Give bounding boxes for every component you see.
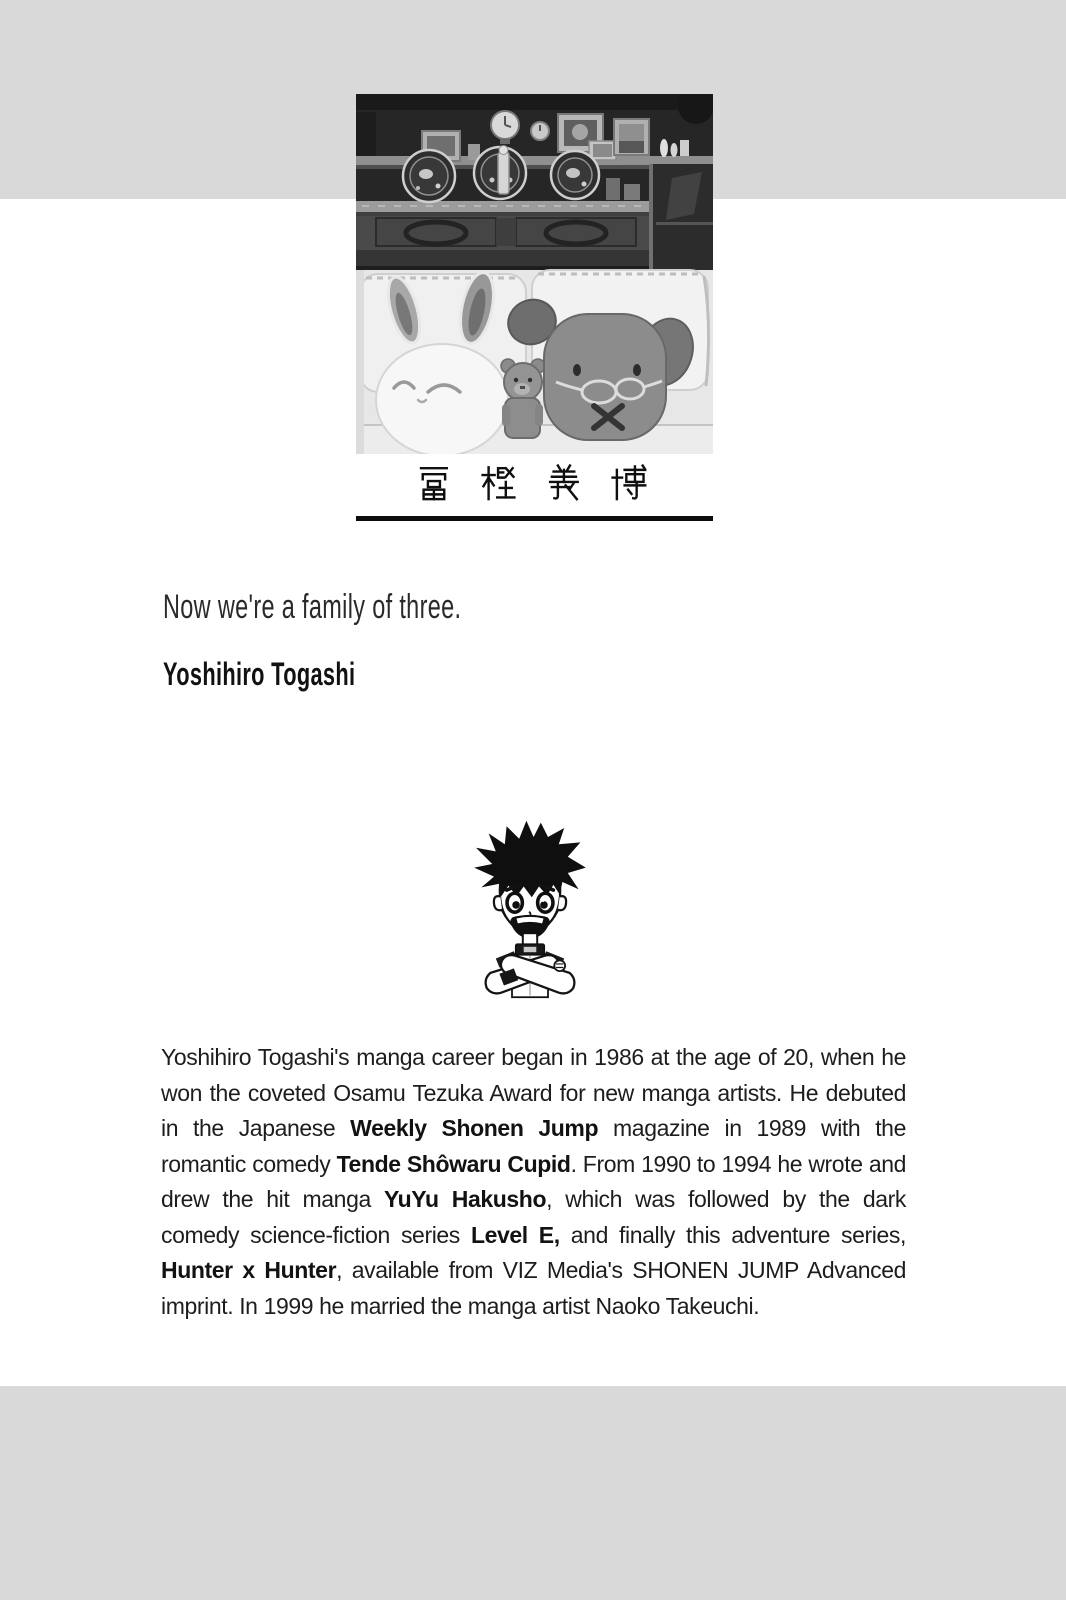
bio-title-level-e: Level E, [470, 1221, 560, 1248]
bottom-gray-band [0, 1386, 1066, 1600]
bio-segment: magazine in 1989 with the romantic comedy [161, 1115, 906, 1177]
bio-title-weekly-shonen-jump: Weekly Shonen Jump [350, 1115, 599, 1141]
family-quote: Now we're a family of three. [163, 588, 462, 626]
gon-illustration [467, 809, 593, 1009]
bio-segment: Yoshihiro Togashi's manga career began in 1986 at the age of 20, when he won the coveted Osamu Tezuka Award for new manga artists. He debuted in the Japanese [161, 1044, 906, 1141]
bio-paragraph [161, 1040, 906, 1324]
bio-title-yuyu-hakusho: YuYu Hakusho [383, 1186, 547, 1212]
caption-underline [356, 516, 713, 521]
photo-caption-kanji [356, 459, 713, 511]
author-name: Yoshihiro Togashi [163, 656, 356, 692]
bio-title-hunter-x-hunter: Hunter x Hunter [161, 1257, 337, 1283]
bio-title-tende-showaru-cupid: Tende Shôwaru Cupid [336, 1150, 571, 1177]
bio-segment: , which was followed by the dark comedy science-fiction series [161, 1186, 907, 1248]
bio-segment: . From 1990 to 1994 he wrote and drew the hit manga [161, 1150, 906, 1212]
bio-segment: , available from VIZ Media's SHONEN JUMP Advanced imprint. In 1999 he married the manga artist Naoko Takeuchi. [161, 1257, 907, 1319]
author-photo [356, 94, 713, 454]
bio-segment: and finally this adventure series, [559, 1221, 906, 1248]
